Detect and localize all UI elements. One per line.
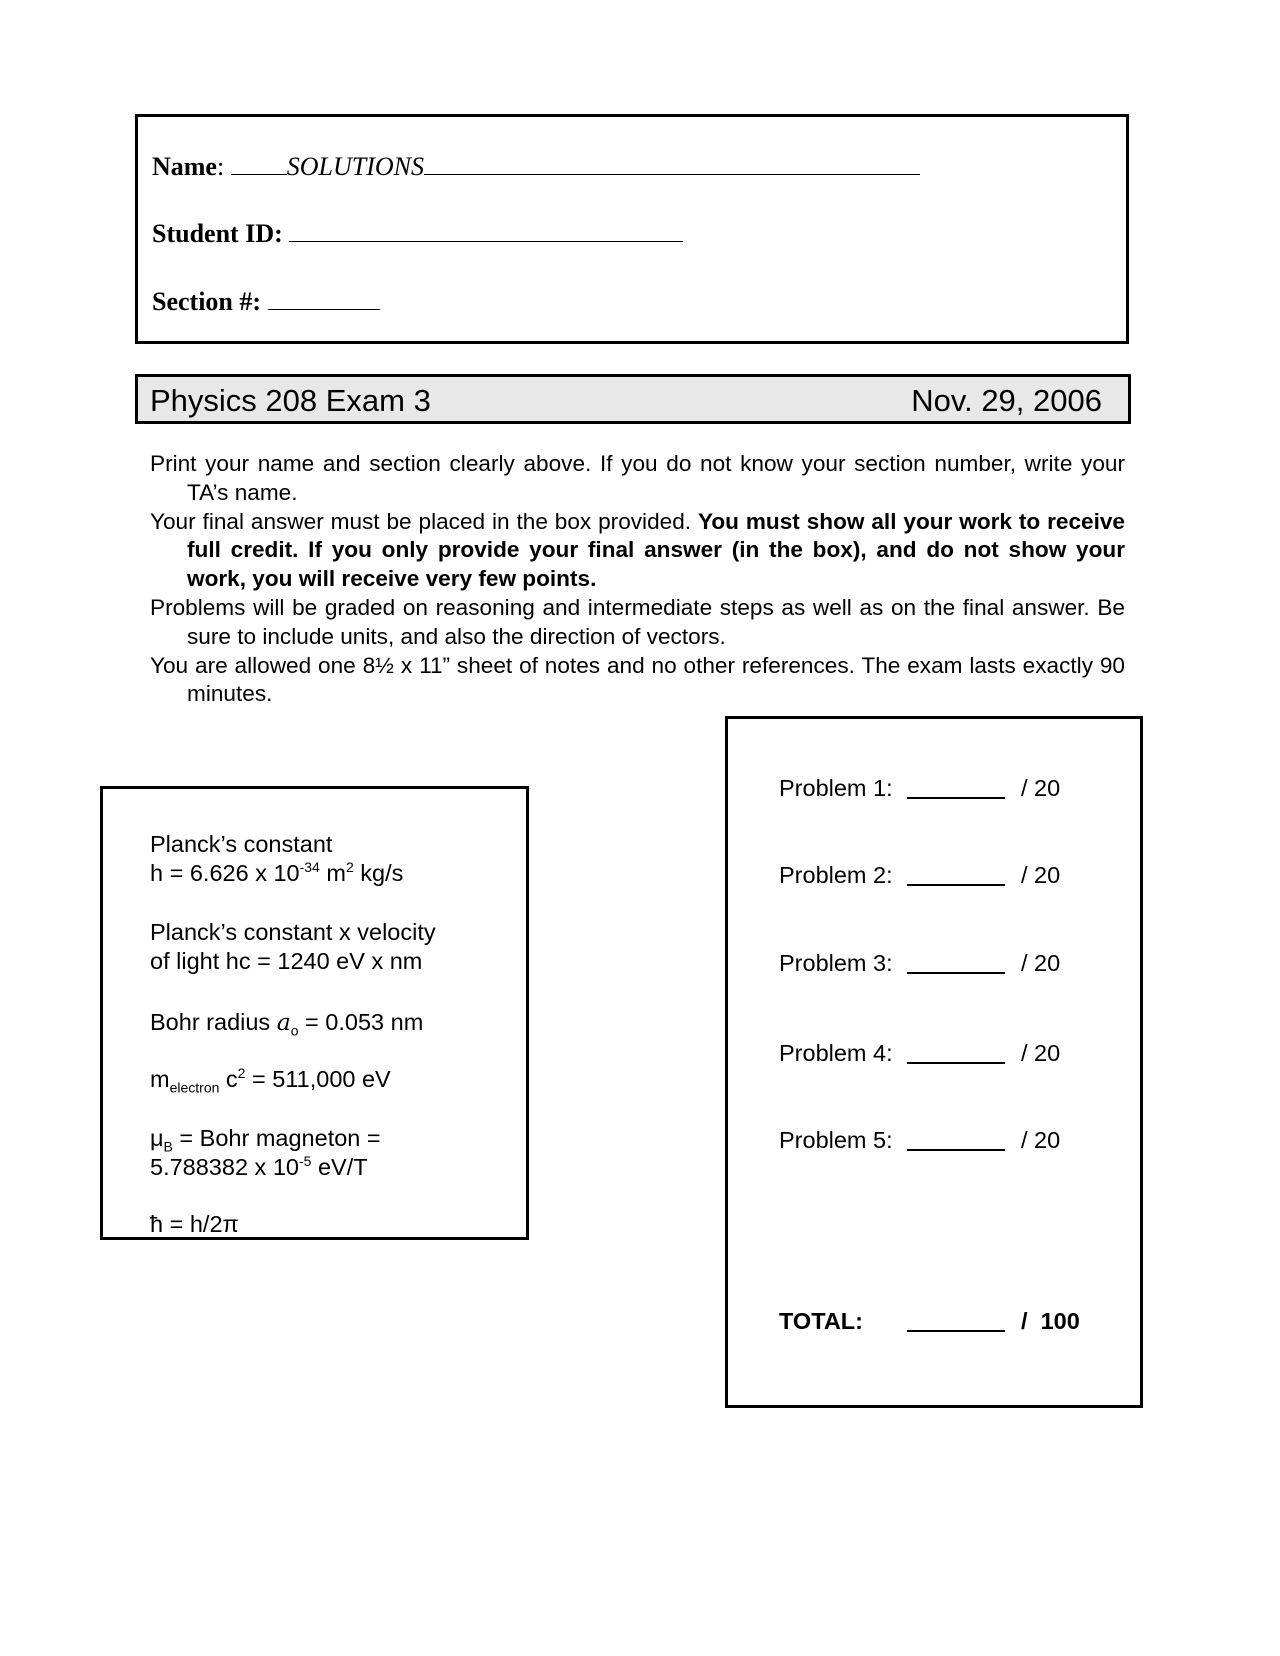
problem-max: / 20 bbox=[1021, 1127, 1061, 1153]
exam-title-bar bbox=[135, 374, 1131, 424]
total-max: / 100 bbox=[1021, 1308, 1080, 1334]
problem-label: Problem 2: bbox=[779, 862, 893, 888]
name-row: Name: SOLUTIONS bbox=[152, 152, 920, 182]
problem-max: / 20 bbox=[1021, 950, 1061, 976]
exam-title: Physics 208 Exam 3 bbox=[150, 383, 431, 418]
student-info-box bbox=[135, 114, 1129, 344]
score-row-problem-2 bbox=[779, 862, 1061, 889]
exam-date: Nov. 29, 2006 bbox=[911, 383, 1102, 418]
score-row-problem-5 bbox=[779, 1127, 1061, 1154]
instruction-3: Problems will be graded on reasoning and intermediate steps as well as on the final answer. Be sure to include units, and also the direction of vectors. bbox=[150, 594, 1125, 649]
constants-box bbox=[100, 786, 529, 1240]
score-box bbox=[725, 716, 1143, 1408]
score-field[interactable] bbox=[907, 797, 1005, 799]
name-value[interactable]: SOLUTIONS bbox=[286, 152, 424, 181]
total-score-field[interactable] bbox=[907, 1330, 1005, 1332]
instruction-2: Your final answer must be placed in the box provided. You must show all your work to receive full credit. If you only provide your final answer (in the box), and do not show your work, you will receive very few points. bbox=[150, 508, 1125, 592]
planck-value: h = 6.626 x $10^{-34}$ $m^2$ kg/s bbox=[150, 859, 404, 886]
student-id-label: Student ID: bbox=[152, 219, 283, 248]
score-row-problem-4 bbox=[779, 1040, 1061, 1067]
problem-label: Problem 1: bbox=[779, 775, 893, 801]
instruction-4: You are allowed one 8½ x 11” sheet of notes and no other references. The exam lasts exactly 90 minutes. bbox=[150, 652, 1125, 707]
electron-rest-energy: $m_{electron}$ $c^2 = 511,000$ eV bbox=[150, 1065, 391, 1096]
section-row bbox=[152, 287, 380, 317]
score-row-total bbox=[779, 1308, 1080, 1335]
bohr-radius: Bohr radius $a_o = 0.053$ nm bbox=[150, 1008, 424, 1039]
section-label: Section #: bbox=[152, 287, 262, 316]
problem-label: Problem 3: bbox=[779, 950, 893, 976]
hc-line-2: of light hc = 1240 eV x nm bbox=[150, 948, 423, 974]
section-field[interactable] bbox=[268, 287, 380, 310]
bohr-magneton-value: 5.788382 x $10^{-5}$ eV/T bbox=[150, 1153, 368, 1180]
instruction-2-emphasis: You must show all your work to receive full credit. If you only provide your final answer (in the box), and do not show your work, you will receive very few points. bbox=[187, 508, 1125, 592]
total-label: TOTAL: bbox=[779, 1308, 863, 1334]
name-label: Name bbox=[152, 152, 217, 181]
planck-title: Planck’s constant bbox=[150, 831, 333, 857]
score-row-problem-1 bbox=[779, 775, 1061, 802]
problem-max: / 20 bbox=[1021, 1040, 1061, 1066]
problem-max: / 20 bbox=[1021, 775, 1061, 801]
hbar: ħ = h/2π bbox=[150, 1211, 239, 1237]
problem-label: Problem 5: bbox=[779, 1127, 893, 1153]
instruction-1: Print your name and section clearly above. If you do not know your section number, write your TA’s name. bbox=[150, 451, 1125, 505]
problem-label: Problem 4: bbox=[779, 1040, 893, 1066]
hc-line-1: Planck’s constant x velocity bbox=[150, 919, 436, 945]
score-field[interactable] bbox=[907, 1149, 1005, 1151]
score-field[interactable] bbox=[907, 972, 1005, 974]
problem-max: / 20 bbox=[1021, 862, 1061, 888]
bohr-magneton: $\mu_B$ = Bohr magneton = bbox=[150, 1125, 381, 1155]
student-id-row bbox=[152, 219, 683, 249]
score-row-problem-3 bbox=[779, 950, 1061, 977]
instructions bbox=[150, 450, 1125, 709]
score-field[interactable] bbox=[907, 884, 1005, 886]
score-field[interactable] bbox=[907, 1062, 1005, 1064]
student-id-field[interactable] bbox=[289, 219, 683, 242]
